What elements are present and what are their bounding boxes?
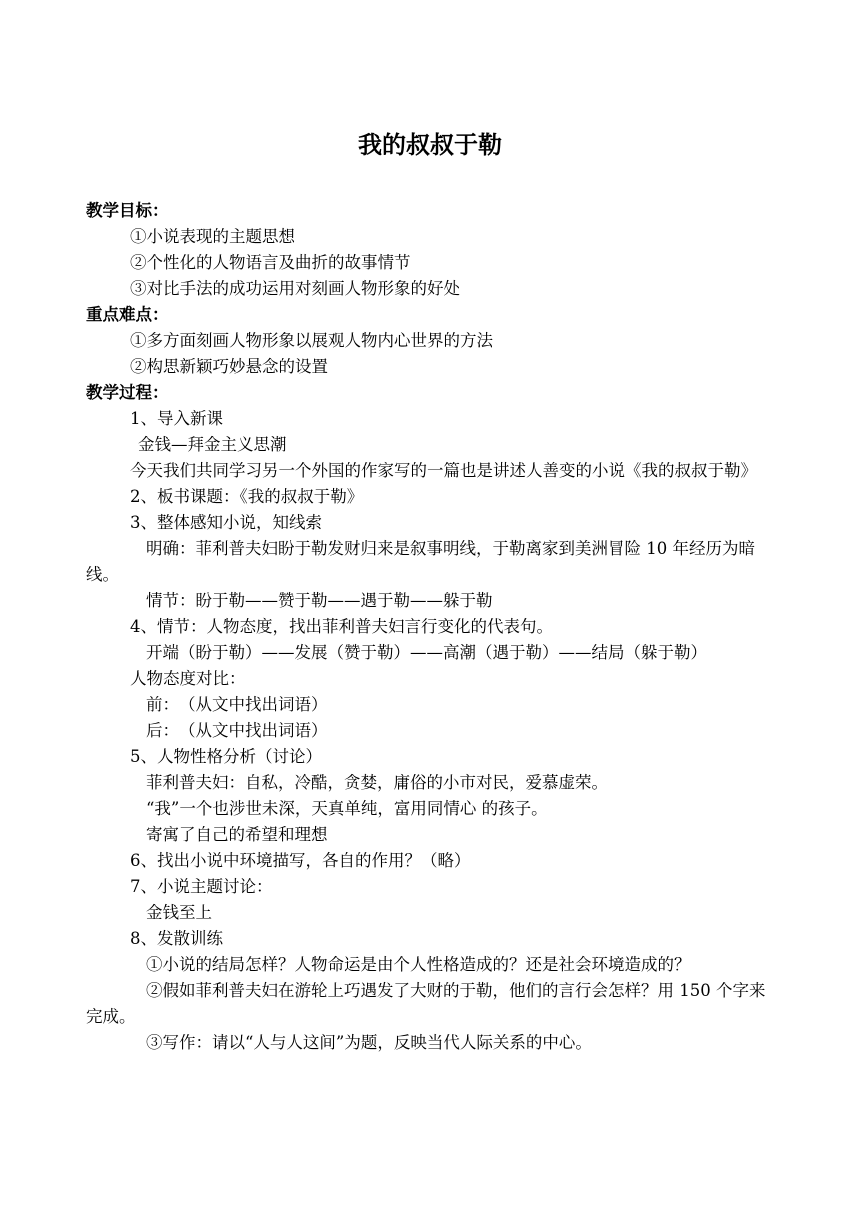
process-step: 5、人物性格分析（讨论）: [130, 747, 322, 766]
process-step: 4、情节：人物态度，找出菲利普夫妇言行变化的代表句。: [130, 617, 553, 636]
process-text: 人物态度对比：: [130, 669, 246, 688]
process-text: 金钱—拜金主义思潮: [138, 435, 287, 454]
section-heading-objectives: 教学目标：: [86, 201, 169, 220]
key-point-item: ①多方面刻画人物形象以展观人物内心世界的方法: [130, 331, 493, 350]
process-text: 金钱至上: [146, 903, 212, 922]
objective-item: ①小说表现的主题思想: [130, 227, 295, 246]
process-paragraph: 明确：菲利普夫妇盼于勒发财归来是叙事明线，于勒离家到美洲冒险 10 年经历为暗线。: [86, 539, 755, 584]
process-text: “我”一个也涉世未深，天真单纯，富用同情心 的孩子。: [146, 799, 548, 818]
process-paragraph: 今天我们共同学习另一个外国的作家写的一篇也是讲述人善变的小说《我的叔叔于勒》: [130, 461, 757, 480]
document-body: [86, 198, 776, 1056]
document-title: 我的叔叔于勒: [358, 131, 502, 159]
process-step: 6、找出小说中环境描写，各自的作用？（略）: [130, 851, 471, 870]
process-paragraph: ②假如菲利普夫妇在游轮上巧遇发了大财的于勒，他们的言行会怎样？用 150 个字来完成。: [86, 981, 766, 1026]
process-text: 情节：盼于勒——赞于勒——遇于勒——躲于勒: [146, 591, 493, 610]
process-text: 寄寓了自己的希望和理想: [146, 825, 328, 844]
process-text: 前： （从文中找出词语）: [146, 695, 328, 714]
process-text: 后： （从文中找出词语）: [146, 721, 328, 740]
process-step: 1、导入新课: [130, 409, 223, 428]
process-step: 7、小说主题讨论：: [130, 877, 273, 896]
process-step: 2、板书课题：《我的叔叔于勒》: [130, 487, 364, 506]
process-text: 菲利普夫妇：自私，冷酷，贪婪，庸俗的小市对民，爱慕虚荣。: [146, 773, 608, 792]
section-heading-process: 教学过程：: [86, 383, 169, 402]
objective-item: ②个性化的人物语言及曲折的故事情节: [130, 253, 411, 272]
process-text: ③写作：请以“人与人这间”为题，反映当代人际关系的中心。: [146, 1033, 592, 1052]
process-step: 8、发散训练: [130, 929, 223, 948]
process-text: ①小说的结局怎样？人物命运是由个人性格造成的？还是社会环境造成的？: [146, 955, 691, 974]
section-heading-key-points: 重点难点：: [86, 305, 169, 324]
key-point-item: ②构思新颖巧妙悬念的设置: [130, 357, 328, 376]
process-text: 开端（盼于勒）——发展（赞于勒）——高潮（遇于勒）——结局（躲于勒）: [146, 643, 707, 662]
objective-item: ③对比手法的成功运用对刻画人物形象的好处: [130, 279, 460, 298]
process-step: 3、整体感知小说，知线索: [130, 513, 322, 532]
